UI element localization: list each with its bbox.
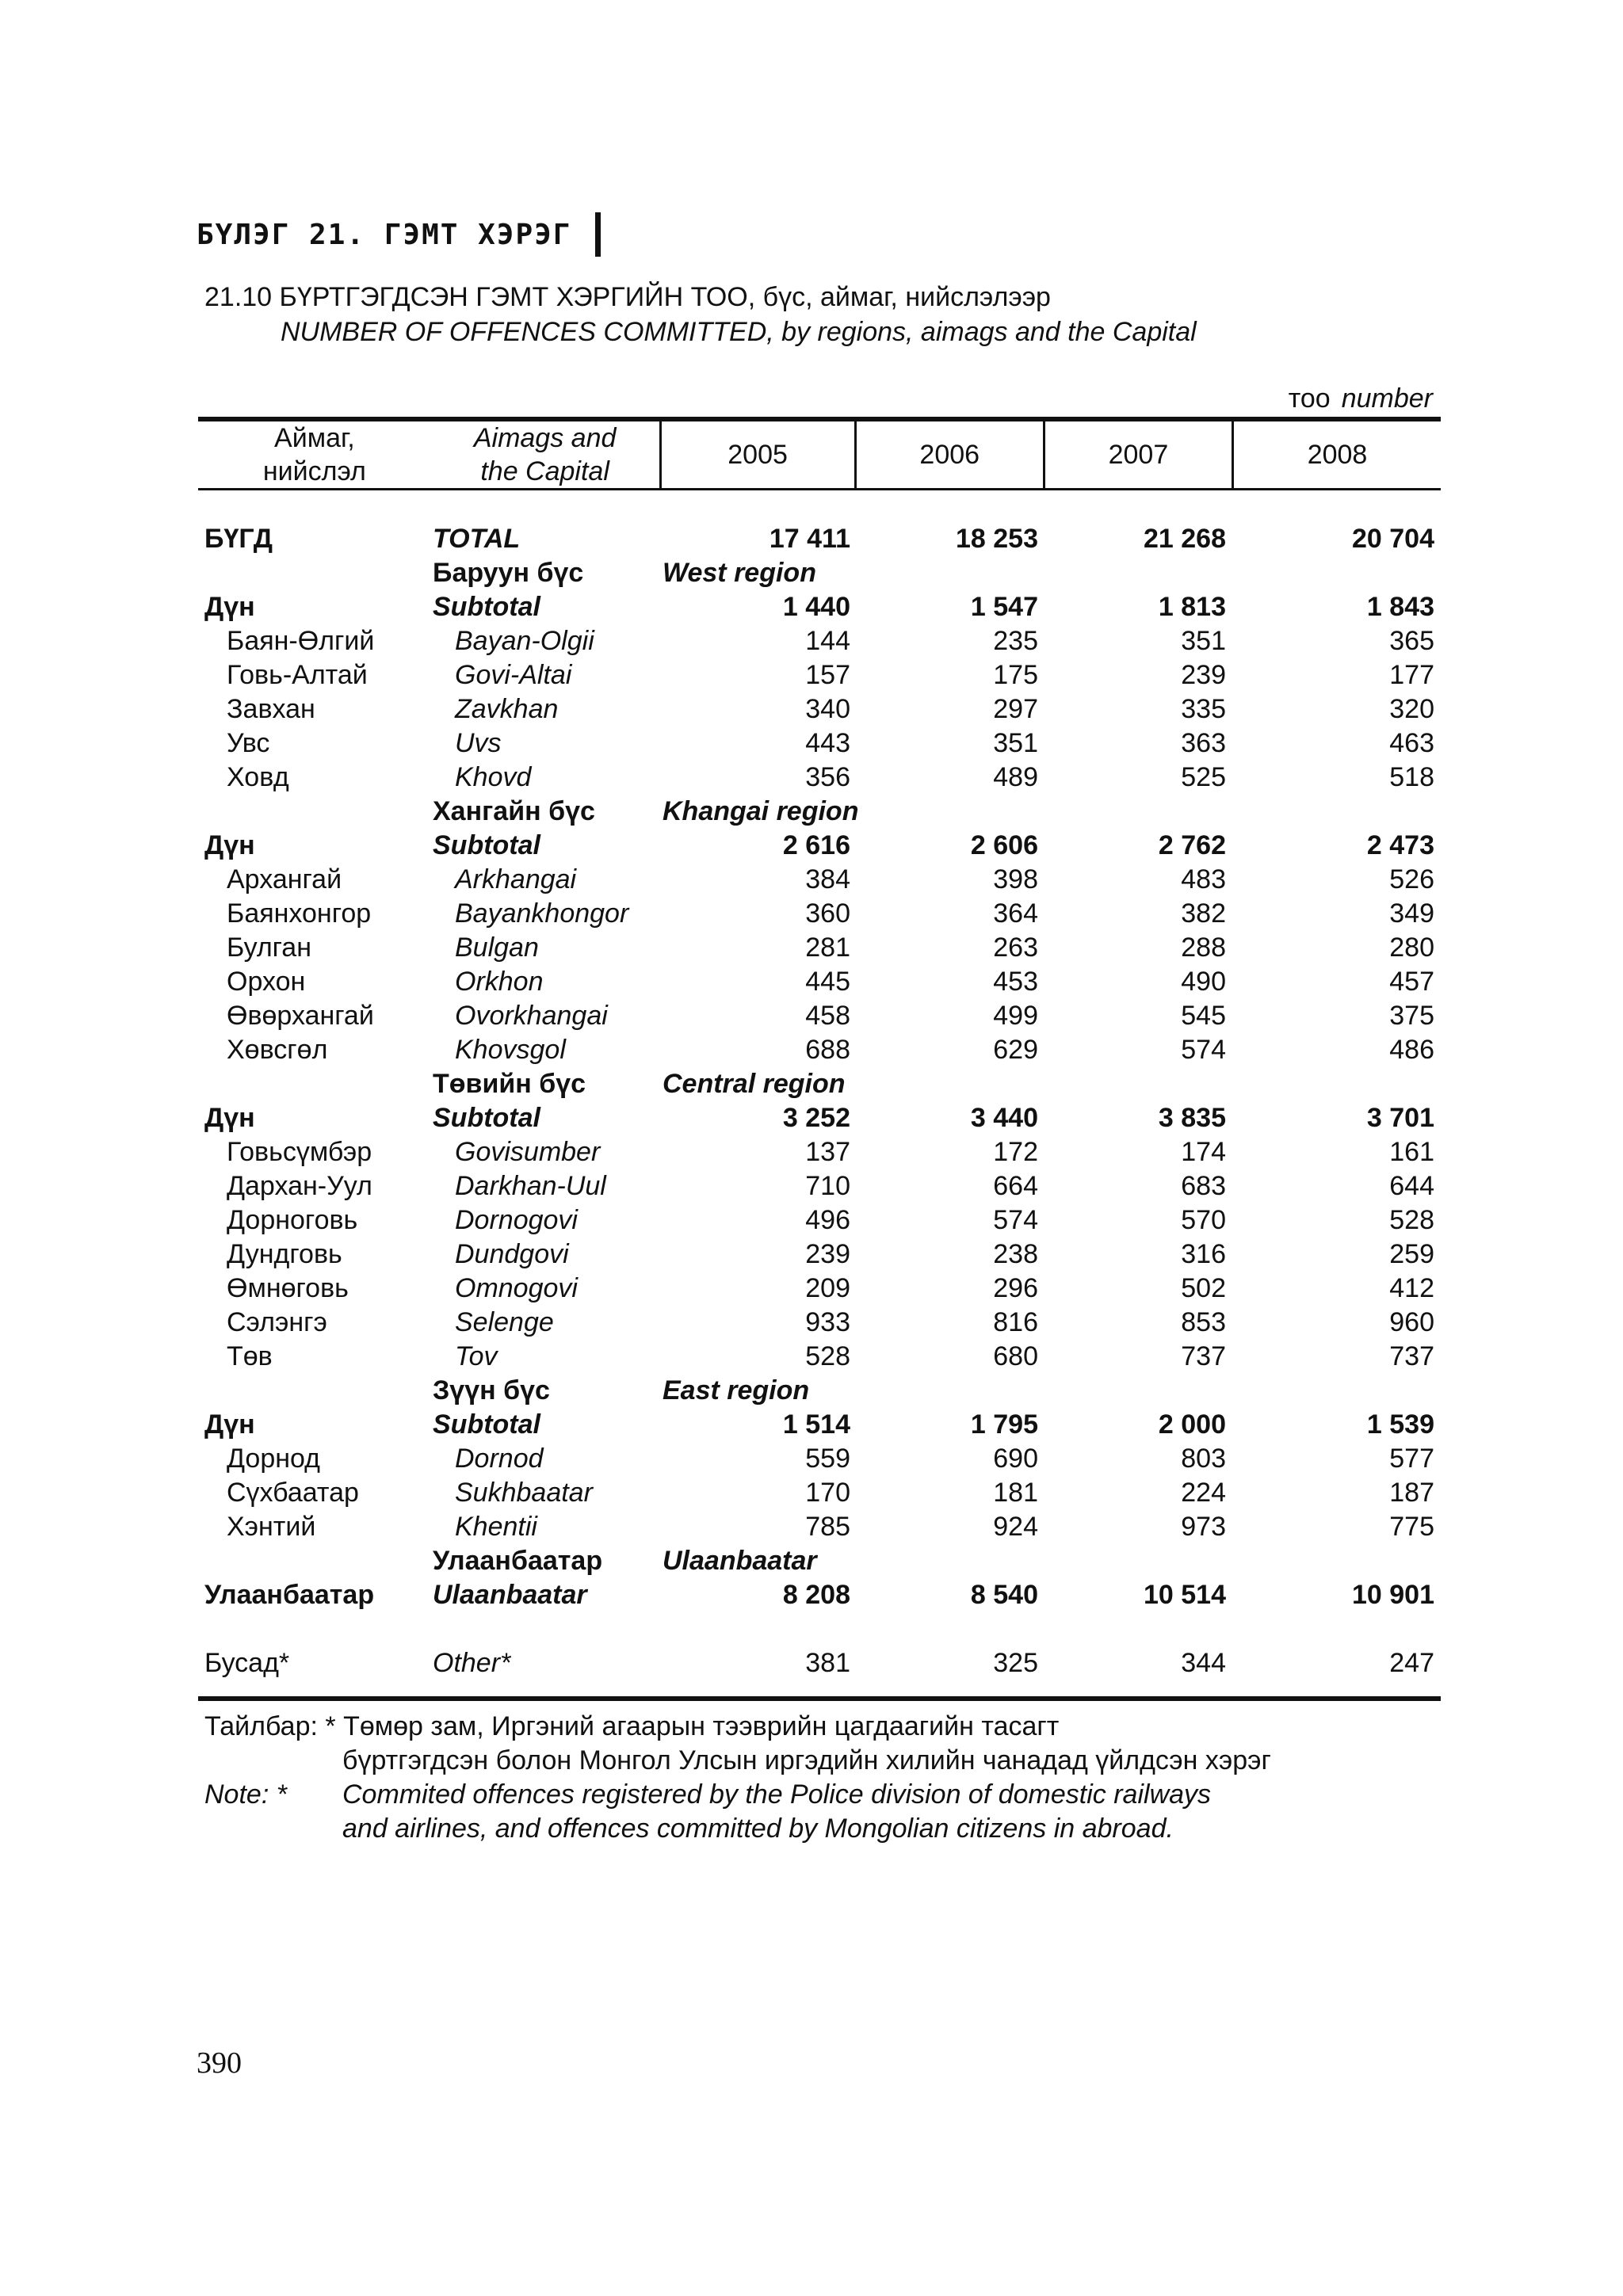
row-label-en: Selenge xyxy=(455,1307,554,1337)
cell-2005: 1 514 xyxy=(782,1409,850,1440)
cell-2007: 683 xyxy=(1181,1171,1226,1201)
unit-label-en: number xyxy=(1341,383,1433,414)
cell-2006: 172 xyxy=(993,1137,1038,1167)
table-row-subtotal-west xyxy=(198,590,1441,624)
row-label-en: Khentii xyxy=(455,1512,537,1542)
cell-2007: 351 xyxy=(1181,626,1226,656)
region-name-mn: Зүүн бүс xyxy=(433,1375,550,1405)
table-row xyxy=(198,1238,1441,1272)
cell-2005: 360 xyxy=(805,898,850,929)
cell-2008: 526 xyxy=(1389,864,1434,894)
region-name-en: Central region xyxy=(663,1069,846,1099)
table-row xyxy=(198,1442,1441,1476)
cell-2006: 1 547 xyxy=(970,592,1038,622)
cell-2005: 496 xyxy=(805,1205,850,1235)
row-label-en: Omnogovi xyxy=(455,1273,578,1303)
table-title-mn: 21.10 БҮРТГЭГДСЭН ГЭМТ ХЭРГИЙН ТОО, бүс, аймаг, нийслэлээр xyxy=(204,282,1051,312)
row-label-en: Govisumber xyxy=(455,1137,601,1167)
header-col-en-line1: Aimags and xyxy=(473,423,617,453)
region-name-en: Khangai region xyxy=(663,796,859,826)
cell-2007: 224 xyxy=(1181,1478,1226,1508)
cell-2008: 280 xyxy=(1389,933,1434,963)
cell-2005: 170 xyxy=(805,1478,850,1508)
cell-2005: 1 440 xyxy=(782,592,850,622)
row-label-en: Darkhan-Uul xyxy=(455,1171,606,1201)
cell-2008: 1 539 xyxy=(1366,1409,1434,1440)
row-label-mn: Дорнод xyxy=(227,1444,321,1474)
table-row xyxy=(198,1306,1441,1340)
row-label-en: Bulgan xyxy=(455,933,539,963)
cell-2008: 20 704 xyxy=(1352,524,1434,554)
table-row xyxy=(198,692,1441,727)
row-label-mn: Хэнтий xyxy=(227,1512,316,1542)
cell-2005: 710 xyxy=(805,1171,850,1201)
cell-2008: 528 xyxy=(1389,1205,1434,1235)
cell-2008: 365 xyxy=(1389,626,1434,656)
cell-2008: 177 xyxy=(1389,660,1434,690)
row-label-en: Orkhon xyxy=(455,967,544,997)
table-body xyxy=(198,490,1441,1696)
table-row xyxy=(198,1340,1441,1374)
row-label-mn: Улаанбаатар xyxy=(204,1580,375,1610)
table-row xyxy=(198,1135,1441,1169)
cell-2005: 8 208 xyxy=(782,1580,850,1610)
cell-2008: 375 xyxy=(1389,1001,1434,1031)
table-row xyxy=(198,1169,1441,1203)
cell-2005: 933 xyxy=(805,1307,850,1337)
cell-2006: 263 xyxy=(993,933,1038,963)
cell-2005: 559 xyxy=(805,1444,850,1474)
table-bottom-rule xyxy=(198,1696,1441,1701)
cell-2008: 577 xyxy=(1389,1444,1434,1474)
cell-2006: 3 440 xyxy=(970,1103,1038,1133)
cell-2006: 924 xyxy=(993,1512,1038,1542)
footnotes xyxy=(204,1710,1271,1846)
row-label-mn: БҮГД xyxy=(204,524,273,554)
cell-2008: 2 473 xyxy=(1366,830,1434,860)
cell-2005: 688 xyxy=(805,1035,850,1065)
table-row-subtotal-central xyxy=(198,1101,1441,1135)
row-label-en: Bayan-Olgii xyxy=(455,626,594,656)
row-label-en: Other* xyxy=(433,1648,511,1678)
note-en-label: Note: * xyxy=(204,1779,287,1810)
region-name-en: West region xyxy=(663,558,816,588)
table-row-other xyxy=(198,1646,1441,1680)
region-name-mn: Хангайн бүс xyxy=(433,796,595,826)
row-label-mn: Говь-Алтай xyxy=(227,660,368,690)
row-label-mn: Дүн xyxy=(204,1409,255,1440)
cell-2008: 247 xyxy=(1389,1648,1434,1678)
row-label-mn: Хөвсгөл xyxy=(227,1035,328,1065)
cell-2007: 239 xyxy=(1181,660,1226,690)
row-label-mn: Баян-Өлгий xyxy=(227,626,375,656)
cell-2007: 382 xyxy=(1181,898,1226,929)
cell-2006: 8 540 xyxy=(970,1580,1038,1610)
cell-2005: 381 xyxy=(805,1648,850,1678)
cell-2008: 187 xyxy=(1389,1478,1434,1508)
cell-2008: 1 843 xyxy=(1366,592,1434,622)
row-label-en: Ovorkhangai xyxy=(455,1001,608,1031)
row-label-mn: Бусад* xyxy=(204,1648,290,1678)
cell-2006: 235 xyxy=(993,626,1038,656)
cell-2007: 363 xyxy=(1181,728,1226,758)
row-label-en: Khovd xyxy=(455,762,532,792)
cell-2006: 629 xyxy=(993,1035,1038,1065)
row-label-en: Subtotal xyxy=(433,1409,540,1440)
row-label-mn: Архангай xyxy=(227,864,342,894)
chapter-divider-bar xyxy=(595,212,601,257)
row-label-en: Ulaanbaatar xyxy=(433,1580,587,1610)
cell-2005: 3 252 xyxy=(782,1103,850,1133)
header-year-2008: 2008 xyxy=(1232,421,1441,488)
row-label-en: Bayankhongor xyxy=(455,898,629,929)
cell-2007: 344 xyxy=(1181,1648,1226,1678)
row-label-en: Dundgovi xyxy=(455,1239,569,1269)
row-label-mn: Говьсүмбэр xyxy=(227,1137,372,1167)
cell-2007: 288 xyxy=(1181,933,1226,963)
table-row xyxy=(198,624,1441,658)
note-mn-line2: бүртгэгдсэн болон Монгол Улсын иргэдийн хилийн чанадад үйлдсэн хэрэг xyxy=(342,1745,1271,1775)
cell-2008: 737 xyxy=(1389,1341,1434,1371)
cell-2007: 574 xyxy=(1181,1035,1226,1065)
cell-2008: 644 xyxy=(1389,1171,1434,1201)
table-row xyxy=(198,965,1441,999)
cell-2005: 239 xyxy=(805,1239,850,1269)
row-label-en: Zavkhan xyxy=(455,694,559,724)
cell-2005: 445 xyxy=(805,967,850,997)
cell-2008: 161 xyxy=(1389,1137,1434,1167)
row-label-en: Dornogovi xyxy=(455,1205,578,1235)
cell-2006: 181 xyxy=(993,1478,1038,1508)
region-header-west xyxy=(198,556,1441,590)
note-en-text1: Commited offences registered by the Police division of domestic railways xyxy=(342,1779,1212,1810)
cell-2005: 384 xyxy=(805,864,850,894)
region-header-capital xyxy=(198,1544,1441,1578)
cell-2007: 853 xyxy=(1181,1307,1226,1337)
chapter-title: БҮЛЭГ 21. ГЭМТ ХЭРЭГ xyxy=(197,218,572,251)
cell-2006: 296 xyxy=(993,1273,1038,1303)
cell-2007: 502 xyxy=(1181,1273,1226,1303)
cell-2006: 398 xyxy=(993,864,1038,894)
region-header-khangai xyxy=(198,795,1441,829)
table-row-subtotal-east xyxy=(198,1408,1441,1442)
table-row xyxy=(198,1203,1441,1238)
header-col-mn xyxy=(198,421,431,488)
row-label-mn: Баянхонгор xyxy=(227,898,372,929)
region-name-mn: Улаанбаатар xyxy=(433,1546,603,1576)
row-label-en: Subtotal xyxy=(433,592,540,622)
row-label-en: Tov xyxy=(455,1341,498,1371)
table-row-capital xyxy=(198,1578,1441,1612)
cell-2007: 1 813 xyxy=(1158,592,1226,622)
row-label-en: Sukhbaatar xyxy=(455,1478,593,1508)
row-label-mn: Сүхбаатар xyxy=(227,1478,359,1508)
row-label-mn: Өмнөговь xyxy=(227,1273,349,1303)
region-name-en: East region xyxy=(663,1375,810,1405)
header-col-en xyxy=(431,421,659,488)
region-header-central xyxy=(198,1067,1441,1101)
table-row xyxy=(198,1510,1441,1544)
table-header xyxy=(198,421,1441,488)
cell-2005: 785 xyxy=(805,1512,850,1542)
cell-2006: 351 xyxy=(993,728,1038,758)
table-row xyxy=(198,761,1441,795)
table-row xyxy=(198,727,1441,761)
header-col-en-line2: the Capital xyxy=(480,456,609,486)
region-name-mn: Төвийн бүс xyxy=(433,1069,586,1099)
table-row xyxy=(198,658,1441,692)
cell-2007: 2 000 xyxy=(1158,1409,1226,1440)
row-label-mn: Дорноговь xyxy=(227,1205,358,1235)
row-label-mn: Ховд xyxy=(227,762,289,792)
row-label-mn: Дүн xyxy=(204,592,255,622)
table-row xyxy=(198,1272,1441,1306)
table-row xyxy=(198,931,1441,965)
table-row xyxy=(198,999,1441,1033)
header-year-2006: 2006 xyxy=(854,421,1043,488)
cell-2005: 137 xyxy=(805,1137,850,1167)
row-label-mn: Увс xyxy=(227,728,270,758)
cell-2007: 316 xyxy=(1181,1239,1226,1269)
cell-2005: 17 411 xyxy=(769,524,850,554)
cell-2006: 364 xyxy=(993,898,1038,929)
cell-2006: 297 xyxy=(993,694,1038,724)
cell-2006: 499 xyxy=(993,1001,1038,1031)
cell-2007: 525 xyxy=(1181,762,1226,792)
chapter-header xyxy=(197,212,601,257)
row-label-mn: Орхон xyxy=(227,967,306,997)
row-label-en: Khovsgol xyxy=(455,1035,566,1065)
cell-2008: 259 xyxy=(1389,1239,1434,1269)
cell-2008: 3 701 xyxy=(1366,1103,1434,1133)
cell-2006: 175 xyxy=(993,660,1038,690)
note-en-line2: and airlines, and offences committed by Mongolian citizens in abroad. xyxy=(342,1814,1174,1844)
cell-2007: 483 xyxy=(1181,864,1226,894)
row-label-mn: Дархан-Уул xyxy=(227,1171,372,1201)
cell-2008: 518 xyxy=(1389,762,1434,792)
cell-2005: 209 xyxy=(805,1273,850,1303)
table-row xyxy=(198,1033,1441,1067)
cell-2007: 545 xyxy=(1181,1001,1226,1031)
cell-2008: 775 xyxy=(1389,1512,1434,1542)
cell-2006: 453 xyxy=(993,967,1038,997)
cell-2007: 2 762 xyxy=(1158,830,1226,860)
row-label-mn: Булган xyxy=(227,933,311,963)
table-row xyxy=(198,863,1441,897)
cell-2007: 21 268 xyxy=(1144,524,1226,554)
table-title-en: NUMBER OF OFFENCES COMMITTED, by regions, aimags and the Capital xyxy=(281,317,1197,347)
row-label-en: Subtotal xyxy=(433,1103,540,1133)
cell-2007: 570 xyxy=(1181,1205,1226,1235)
cell-2005: 458 xyxy=(805,1001,850,1031)
region-name-mn: Баруун бүс xyxy=(433,558,584,588)
unit-label xyxy=(1289,383,1433,414)
cell-2008: 457 xyxy=(1389,967,1434,997)
cell-2005: 528 xyxy=(805,1341,850,1371)
header-col-mn-line1: Аймаг, xyxy=(274,423,355,453)
unit-label-mn: тоо xyxy=(1288,383,1331,414)
cell-2007: 973 xyxy=(1181,1512,1226,1542)
cell-2008: 412 xyxy=(1389,1273,1434,1303)
cell-2006: 690 xyxy=(993,1444,1038,1474)
row-label-en: Arkhangai xyxy=(455,864,577,894)
cell-2006: 680 xyxy=(993,1341,1038,1371)
row-label-en: Subtotal xyxy=(433,830,540,860)
cell-2007: 3 835 xyxy=(1158,1103,1226,1133)
page-number: 390 xyxy=(197,2046,242,2080)
cell-2006: 1 795 xyxy=(970,1409,1038,1440)
cell-2006: 2 606 xyxy=(970,830,1038,860)
row-label-mn: Сэлэнгэ xyxy=(227,1307,327,1337)
row-label-mn: Өвөрхангай xyxy=(227,1001,374,1031)
row-label-en: Uvs xyxy=(455,728,502,758)
cell-2008: 486 xyxy=(1389,1035,1434,1065)
table-row xyxy=(198,1476,1441,1510)
cell-2008: 10 901 xyxy=(1352,1580,1434,1610)
table-row-total xyxy=(198,522,1441,556)
cell-2006: 489 xyxy=(993,762,1038,792)
cell-2006: 816 xyxy=(993,1307,1038,1337)
cell-2005: 356 xyxy=(805,762,850,792)
table-row-subtotal-khangai xyxy=(198,829,1441,863)
region-header-east xyxy=(198,1374,1441,1408)
cell-2005: 443 xyxy=(805,728,850,758)
offences-table xyxy=(198,417,1441,1701)
cell-2008: 960 xyxy=(1389,1307,1434,1337)
cell-2006: 238 xyxy=(993,1239,1038,1269)
note-mn-line1: Тайлбар: * Төмөр зам, Иргэний агаарын тээврийн цагдаагийн тасагт xyxy=(204,1711,1060,1741)
cell-2007: 10 514 xyxy=(1144,1580,1226,1610)
cell-2008: 463 xyxy=(1389,728,1434,758)
note-en-line1 xyxy=(204,1778,1271,1812)
cell-2007: 737 xyxy=(1181,1341,1226,1371)
row-label-mn: Завхан xyxy=(227,694,315,724)
cell-2005: 2 616 xyxy=(782,830,850,860)
row-label-en: Govi-Altai xyxy=(455,660,572,690)
cell-2007: 174 xyxy=(1181,1137,1226,1167)
row-label-en: Dornod xyxy=(455,1444,544,1474)
row-label-mn: Дүн xyxy=(204,830,255,860)
cell-2008: 320 xyxy=(1389,694,1434,724)
header-col-mn-line2: нийслэл xyxy=(262,456,366,486)
cell-2006: 664 xyxy=(993,1171,1038,1201)
cell-2006: 325 xyxy=(993,1648,1038,1678)
row-label-en: TOTAL xyxy=(433,524,521,554)
cell-2006: 18 253 xyxy=(956,524,1038,554)
cell-2005: 340 xyxy=(805,694,850,724)
row-label-mn: Дүн xyxy=(204,1103,255,1133)
cell-2005: 157 xyxy=(805,660,850,690)
header-year-2007: 2007 xyxy=(1043,421,1232,488)
cell-2005: 144 xyxy=(805,626,850,656)
region-name-en: Ulaanbaatar xyxy=(663,1546,817,1576)
cell-2006: 574 xyxy=(993,1205,1038,1235)
cell-2007: 335 xyxy=(1181,694,1226,724)
cell-2005: 281 xyxy=(805,933,850,963)
row-label-mn: Төв xyxy=(227,1341,273,1371)
cell-2007: 803 xyxy=(1181,1444,1226,1474)
row-label-mn: Дундговь xyxy=(227,1239,342,1269)
cell-2007: 490 xyxy=(1181,967,1226,997)
cell-2008: 349 xyxy=(1389,898,1434,929)
table-row xyxy=(198,897,1441,931)
header-year-2005: 2005 xyxy=(659,421,854,488)
